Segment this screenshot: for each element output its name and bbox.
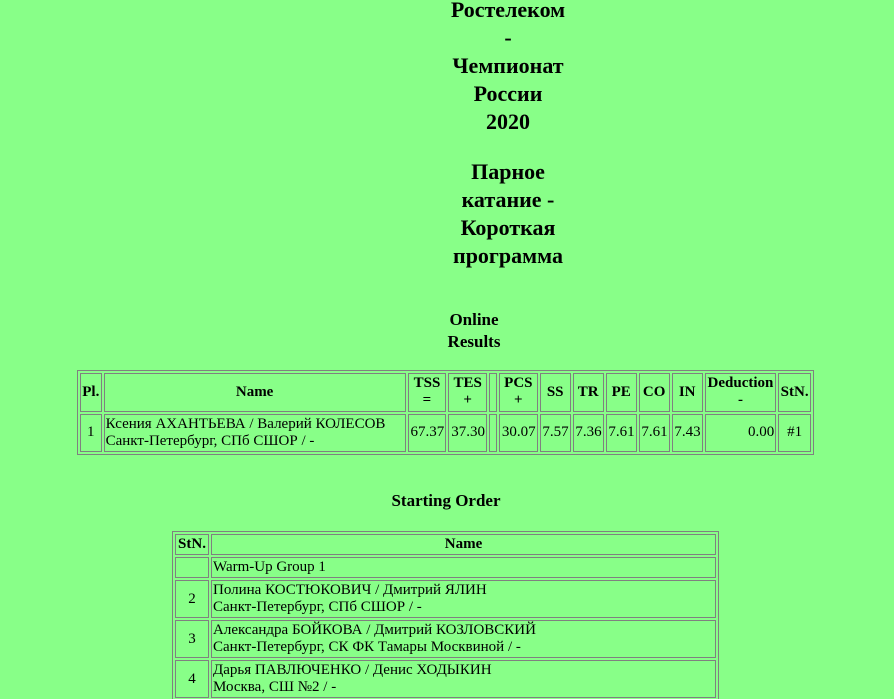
order-skaters xyxy=(211,580,716,618)
result-deduction: 0.00 xyxy=(705,414,777,453)
event-title-line: Ростелеком xyxy=(450,0,566,22)
results-table xyxy=(77,370,814,455)
segment-title-line: программа xyxy=(453,243,563,268)
header-co: CO xyxy=(639,373,670,412)
header-pcs xyxy=(499,373,538,412)
result-skaters xyxy=(104,414,406,453)
header-tes-top: TES xyxy=(453,375,482,392)
order-club: Санкт-Петербург, СК ФК Тамары Москвиной / - xyxy=(213,639,521,655)
starting-order-title: Starting Order xyxy=(391,491,501,510)
order-skater-names: Полина КОСТЮКОВИЧ / Дмитрий ЯЛИН xyxy=(213,582,487,598)
header-tr: TR xyxy=(573,373,604,412)
result-tr: 7.36 xyxy=(573,414,604,453)
result-club: Санкт-Петербург, СПб СШОР / - xyxy=(105,432,315,449)
order-club: Санкт-Петербург, СПб СШОР / - xyxy=(213,599,422,615)
order-row xyxy=(175,620,716,658)
header-tes xyxy=(448,373,487,412)
warmup-group-stn xyxy=(175,557,209,578)
header-pcs-bottom: + xyxy=(514,392,523,409)
order-row xyxy=(175,660,716,698)
result-ss: 7.57 xyxy=(540,414,571,453)
header-deduction-top: Deduction xyxy=(707,375,774,392)
order-header-stn: StN. xyxy=(175,534,209,555)
result-co: 7.61 xyxy=(639,414,670,453)
header-pe: PE xyxy=(606,373,637,412)
header-in: IN xyxy=(672,373,703,412)
result-pe: 7.61 xyxy=(606,414,637,453)
header-pl: Pl. xyxy=(80,373,102,412)
header-tss-bottom: = xyxy=(422,392,432,409)
header-pcs-top: PCS xyxy=(504,375,533,392)
header-tss xyxy=(408,373,447,412)
result-tss: 67.37 xyxy=(408,414,447,453)
segment-title xyxy=(408,158,608,270)
result-pcs: 30.07 xyxy=(499,414,538,453)
header-deduction-bottom: - xyxy=(737,392,743,409)
result-in: 7.43 xyxy=(672,414,703,453)
header-ss: SS xyxy=(540,373,571,412)
order-stn: 2 xyxy=(175,580,209,618)
result-blank xyxy=(489,414,497,453)
order-skaters xyxy=(211,620,716,658)
header-tss-top: TSS xyxy=(413,375,441,392)
result-stn: #1 xyxy=(778,414,811,453)
starting-order-table xyxy=(172,531,719,699)
online-results-title xyxy=(424,309,524,353)
header-tes-bottom: + xyxy=(463,392,472,409)
order-club: Москва, СШ №2 / - xyxy=(213,679,337,695)
header-deduction xyxy=(705,373,777,412)
event-title-line: России xyxy=(473,81,543,106)
event-title xyxy=(408,0,608,136)
order-stn: 4 xyxy=(175,660,209,698)
order-skaters xyxy=(211,660,716,698)
segment-title-line: Парное xyxy=(471,159,545,184)
event-title-line: Чемпионат xyxy=(452,53,564,78)
result-row xyxy=(80,414,811,453)
result-skater-names: Ксения АХАНТЬЕВА / Валерий КОЛЕСОВ xyxy=(105,415,386,432)
online-title-line: Results xyxy=(447,332,501,351)
order-header-row xyxy=(175,534,716,555)
header-blank xyxy=(489,373,497,412)
event-title-line: - xyxy=(504,25,512,50)
header-stn: StN. xyxy=(778,373,811,412)
result-tes: 37.30 xyxy=(448,414,487,453)
event-title-line: 2020 xyxy=(486,109,530,134)
online-title-line: Online xyxy=(449,310,499,329)
warmup-group-row xyxy=(175,557,716,578)
segment-title-line: Короткая xyxy=(460,215,556,240)
order-row xyxy=(175,580,716,618)
order-header-name: Name xyxy=(211,534,716,555)
order-skater-names: Дарья ПАВЛЮЧЕНКО / Денис ХОДЫКИН xyxy=(213,662,492,678)
order-skater-names: Александра БОЙКОВА / Дмитрий КОЗЛОВСКИЙ xyxy=(213,622,536,638)
segment-title-line: катание - xyxy=(461,187,555,212)
results-header-row xyxy=(80,373,811,412)
warmup-group-label: Warm-Up Group 1 xyxy=(211,557,716,578)
order-stn: 3 xyxy=(175,620,209,658)
result-place: 1 xyxy=(80,414,102,453)
header-name: Name xyxy=(104,373,406,412)
